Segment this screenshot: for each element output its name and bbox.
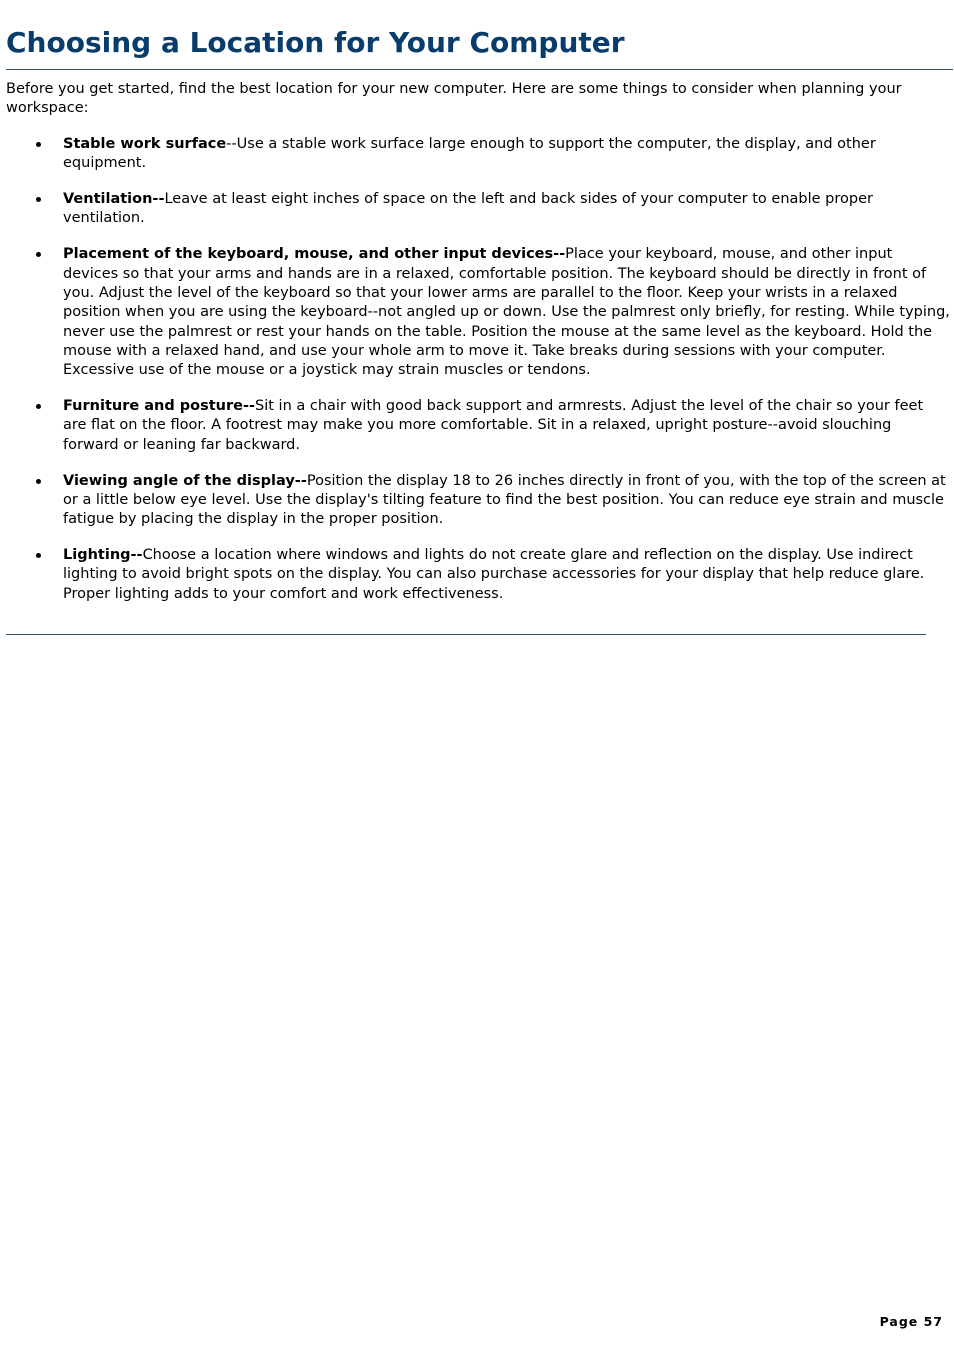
list-item-viewing-angle	[0, 472, 954, 530]
list-item-text: Choose a location where windows and lights do not create glare and reflection on the display. Use indirect lighting to avoid bright spots on the display. You can also purchase accessories for your display that help reduce glare. Proper lighting adds to your comfort and work effectiveness.	[63, 547, 925, 602]
list-item-term: Furniture and posture--	[63, 398, 256, 415]
list-item-text: Sit in a chair with good back support and armrests. Adjust the level of the chair so your feet are flat on the floor. A footrest may make you more comfortable. Sit in a relaxed, upright posture--avoid slouching forward or leaning far backward.	[63, 398, 924, 453]
bullet-icon	[36, 252, 41, 257]
list-item-term: Ventilation--	[63, 191, 165, 208]
list-item-ventilation	[0, 190, 954, 229]
list-item-text: Position the display 18 to 26 inches directly in front of you, with the top of the screen at or a little below eye level. Use the display's tilting feature to find the best position. You can reduce eye strain and muscle fatigue by placing the display in the proper position.	[63, 472, 946, 528]
bottom-divider	[6, 634, 926, 635]
list-item-input-devices	[0, 245, 954, 380]
list-item-text: Leave at least eight inches of space on the left and back sides of your computer to enable proper ventilation.	[63, 191, 873, 227]
list-item-term: Stable work surface	[63, 136, 227, 152]
list-item-lighting	[0, 546, 954, 604]
list-item-term: Lighting--	[63, 547, 143, 564]
page-title: Choosing a Location for Your Computer	[6, 26, 625, 59]
title-divider	[6, 69, 953, 70]
list-item-text: Place your keyboard, mouse, and other input devices so that your arms and hands are in a relaxed, comfortable position. The keyboard should be directly in front of you. Adjust the level of the keyboard so that your lower arms are parallel to the floor. Keep your wrists in a relaxed position when you are using the keyboard--not angled up or down. Use the palmrest only briefly, for resting. While typing, never use the palmrest or rest your hands on the table. Position the mouse at the same level as the keyboard. Hold the mouse with a relaxed hand, and use your whole arm to move it. Take breaks during sessions with your computer. Excessive use of the mouse or a joystick may strain muscles or tendons.	[63, 246, 950, 379]
list-item-term: Viewing angle of the display--	[63, 472, 307, 489]
list-item-stable-work-surface	[0, 135, 954, 174]
bullet-icon	[36, 553, 41, 558]
bullet-icon	[36, 404, 41, 409]
bullet-icon	[36, 142, 41, 147]
consideration-list	[0, 135, 954, 621]
page-number: Page 57	[879, 1314, 943, 1329]
list-item-furniture-posture	[0, 397, 954, 455]
bullet-icon	[36, 197, 41, 202]
list-item-term: Placement of the keyboard, mouse, and other input devices--	[63, 246, 566, 263]
intro-paragraph: Before you get started, find the best location for your new computer. Here are some things to consider when planning your workspace:	[6, 81, 902, 117]
list-item-text: --Use a stable work surface large enough to support the computer, the display, and other equipment.	[63, 136, 876, 172]
bullet-icon	[36, 479, 41, 484]
